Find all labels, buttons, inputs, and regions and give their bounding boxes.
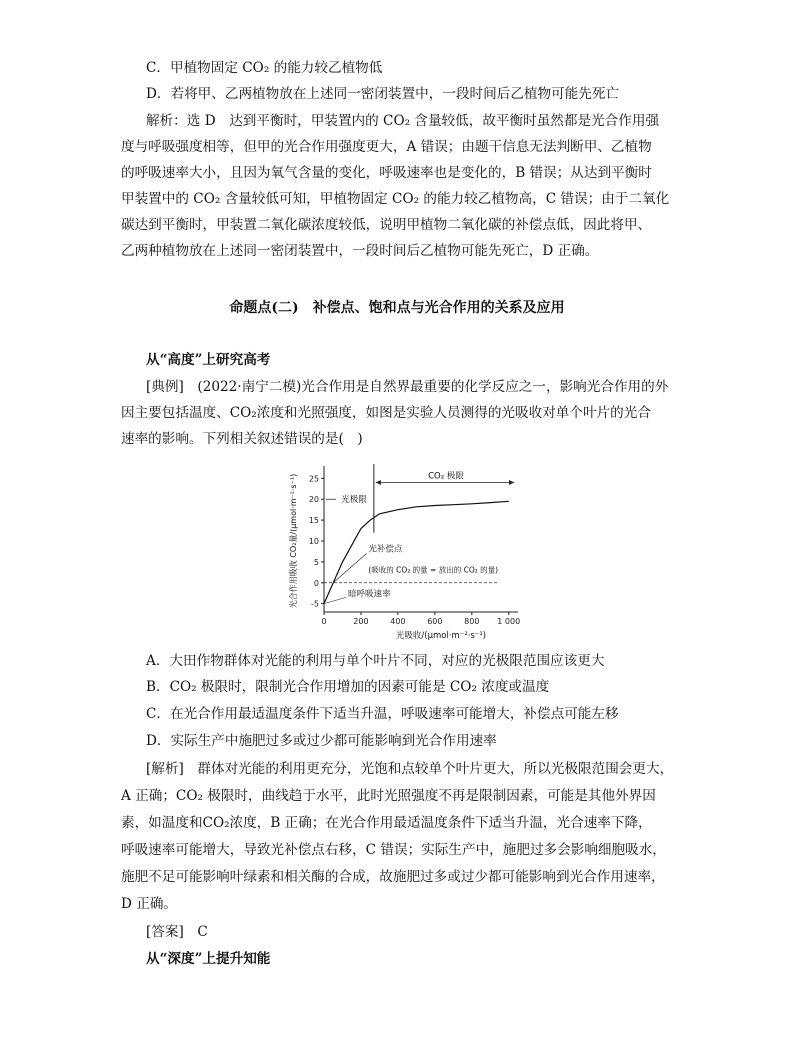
analysis-line-5: 碳达到平衡时，甲装置二氧化碳浓度较低，说明甲植物二氧化碳的补偿点低，因此将甲、 bbox=[121, 217, 652, 233]
y-tick-label: 5 bbox=[313, 557, 319, 567]
co2-limit-label: CO₂ 极限 bbox=[428, 471, 464, 482]
co2-limit-arrowhead-left bbox=[376, 480, 381, 485]
co2-limit-arrowhead bbox=[509, 480, 514, 485]
x-tick-label: 200 bbox=[353, 617, 369, 626]
y-tick-label: 25 bbox=[308, 474, 319, 484]
dark-respiration-pointer bbox=[324, 597, 346, 603]
y-tick-label: 0 bbox=[313, 578, 319, 588]
y-tick-label: -5 bbox=[311, 599, 319, 609]
analysis2-line-2: A 正确；CO₂ 极限时，曲线趋于水平，此时光照强度不再是限制因素，可能是其他外界因 bbox=[121, 788, 656, 804]
subhead-gaodu: 从“高度”上研究高考 bbox=[146, 352, 271, 368]
y-tick-label: 20 bbox=[308, 495, 319, 505]
chart-svg bbox=[288, 462, 536, 644]
photosynthesis-curve bbox=[324, 501, 509, 603]
analysis-line-4: 甲装置中的 CO₂ 含量较低可知，甲植物固定 CO₂ 的能力较乙植物高，C 错误；由于二氧化 bbox=[121, 191, 670, 207]
analysis-line-2: 度与呼吸强度相等，但甲的光合作用强度更大，A 错误；由题干信息无法判断甲、乙植物 bbox=[121, 139, 652, 155]
section-title: 命题点(二) 补偿点、饱和点与光合作用的关系及应用 bbox=[229, 300, 565, 316]
example-line-2: 因主要包括温度、CO₂浓度和光照强度，如图是实验人员测得的光吸收对单个叶片的光合 bbox=[121, 405, 651, 421]
analysis-line-6: 乙两种植物放在上述同一密闭装置中，一段时间后乙植物可能先死亡，D 正确。 bbox=[121, 243, 599, 259]
analysis2-line-6: D 正确。 bbox=[121, 896, 178, 912]
dark-respiration-label: 暗呼吸速率 bbox=[348, 589, 391, 600]
option-c: C．在光合作用最适温度条件下适当升温，呼吸速率可能增大，补偿点可能左移 bbox=[146, 706, 619, 722]
option-c-previous: C．甲植物固定 CO₂ 的能力较乙植物低 bbox=[146, 60, 383, 76]
analysis2-line-4: 呼吸速率可能增大，导致光补偿点右移，C 错误；实际生产中，施肥过多会影响细胞吸水， bbox=[121, 842, 666, 858]
option-d-previous: D．若将甲、乙两植物放在上述同一密闭装置中，一段时间后乙植物可能先死亡 bbox=[146, 86, 620, 102]
y-axis-label: 光合作用吸收 CO₂量/(μmol·m⁻²·s⁻¹) bbox=[289, 473, 298, 609]
y-tick-label: 15 bbox=[308, 516, 319, 526]
answer-line: [答案] C bbox=[146, 924, 208, 940]
x-tick-label: 600 bbox=[427, 617, 443, 626]
compensation-label: 光补偿点 bbox=[368, 544, 403, 555]
analysis-line-3: 的呼吸速率大小，且因为氧气含量的变化，呼吸速率也是变化的，B 错误；从达到平衡时 bbox=[121, 165, 652, 181]
option-a: A．大田作物群体对光能的利用与单个叶片不同，对应的光极限范围应该更大 bbox=[146, 653, 605, 669]
x-tick-label: 1 000 bbox=[497, 617, 521, 626]
photosynthesis-chart bbox=[288, 462, 536, 644]
option-d: D．实际生产中施肥过多或过少都可能影响到光合作用速率 bbox=[146, 733, 497, 749]
x-tick-label: 400 bbox=[390, 617, 406, 626]
subhead-shendu: 从“深度”上提升知能 bbox=[146, 951, 271, 967]
compensation-pointer bbox=[333, 554, 366, 583]
example-line-1: [典例] (2022·南宁二模)光合作用是自然界最重要的化学反应之一，影响光合作用的外 bbox=[146, 379, 669, 395]
example-line-3: 速率的影响。下列相关叙述错误的是( ) bbox=[121, 431, 363, 447]
x-tick-label: 800 bbox=[464, 617, 480, 626]
analysis2-line-5: 施肥不足可能影响叶绿素和相关酶的合成，故施肥过多或过少都可能影响到光合作用速率， bbox=[121, 869, 665, 885]
option-b: B．CO₂ 极限时，限制光合作用增加的因素可能是 CO₂ 浓度或温度 bbox=[146, 679, 550, 695]
x-axis-label: 光吸收/(μmol·m⁻²·s⁻¹) bbox=[395, 631, 487, 641]
analysis2-line-1: [解析] 群体对光能的利用更充分，光饱和点较单个叶片更大，所以光极限范围会更大， bbox=[146, 761, 674, 777]
x-tick-label: 0 bbox=[321, 617, 327, 626]
compensation-note: (吸收的 CO₂ 的量 = 放出的 CO₂ 的量) bbox=[368, 565, 499, 575]
light-limit-label: 光极限 bbox=[341, 495, 367, 506]
y-tick-label: 10 bbox=[308, 537, 319, 546]
analysis2-line-3: 素，如温度和CO₂浓度，B 正确；在光合作用最适温度条件下适当升温，光合速率下降， bbox=[121, 815, 652, 831]
analysis-line-1: 解析：选 D 达到平衡时，甲装置内的 CO₂ 含量较低，故平衡时虽然都是光合作用强 bbox=[146, 113, 660, 129]
